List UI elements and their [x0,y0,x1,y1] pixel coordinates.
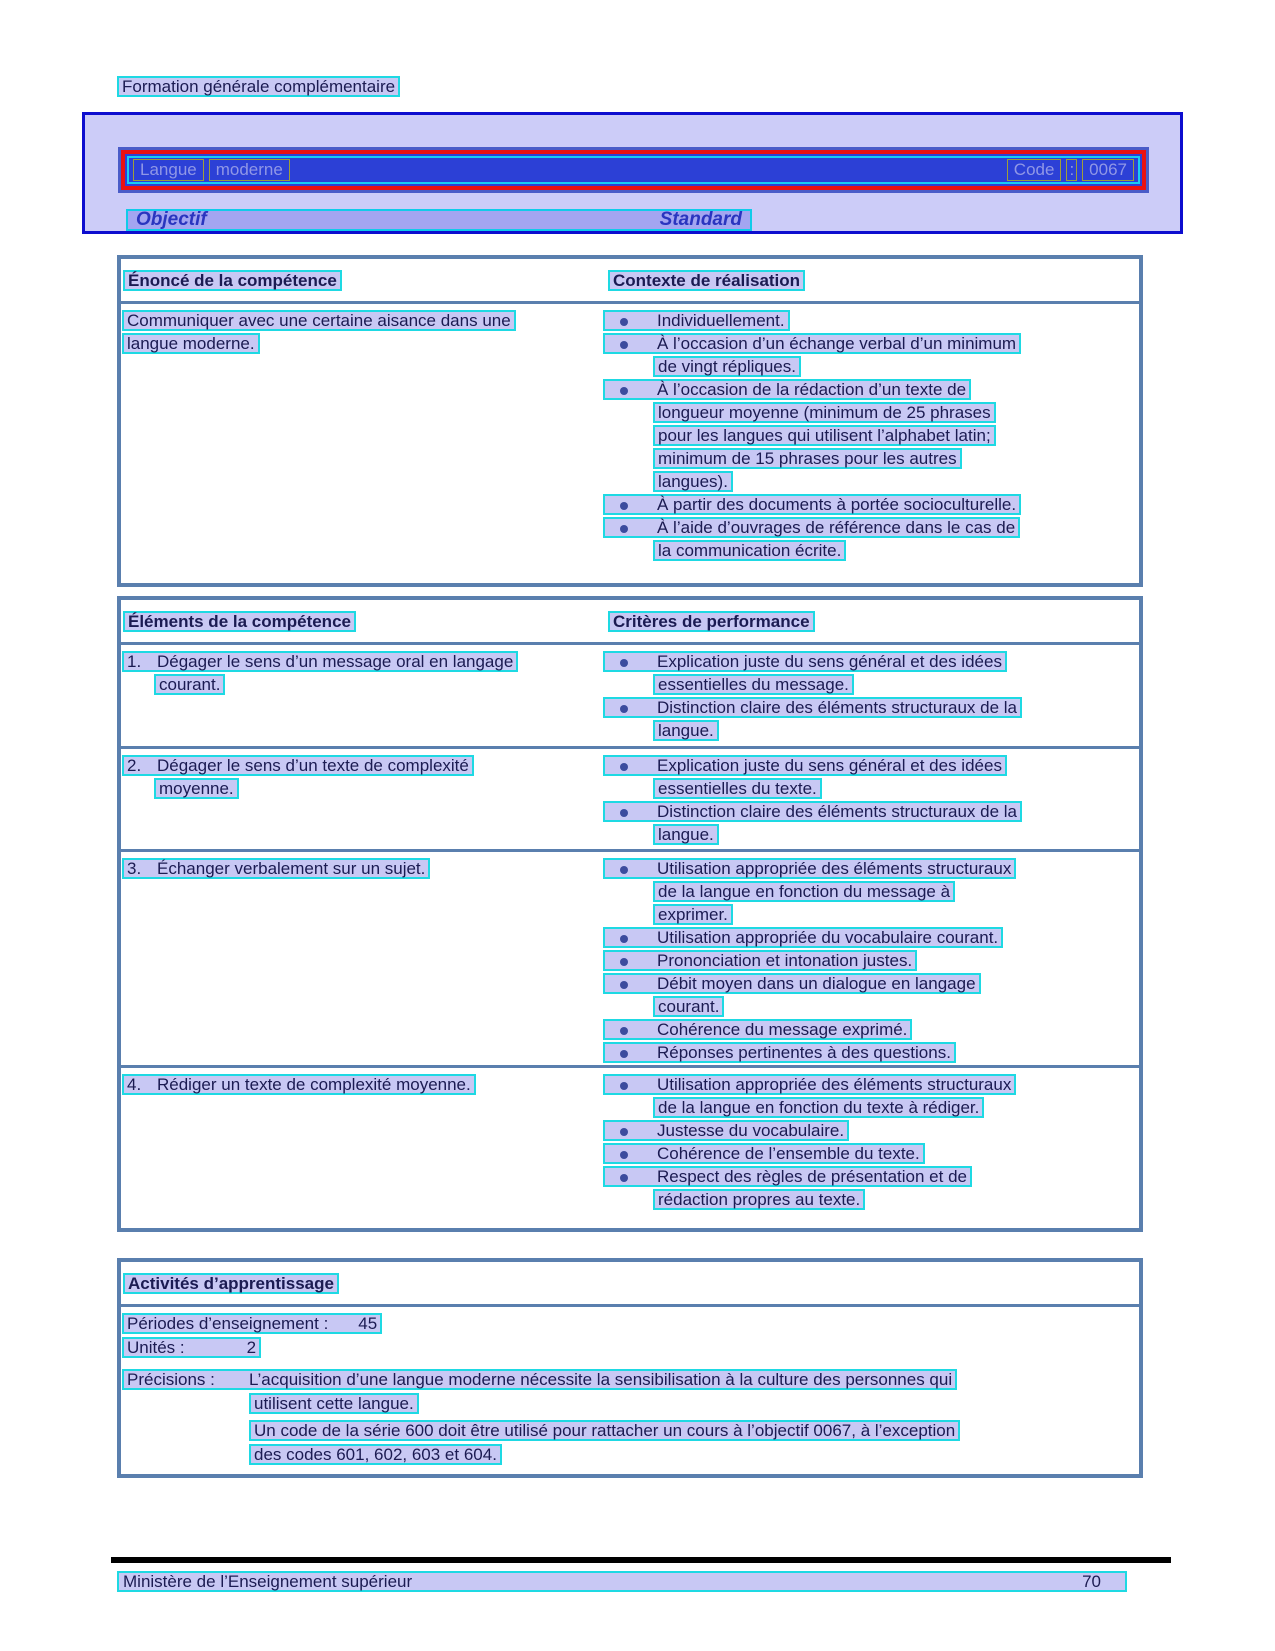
activities-header-row [121,1262,1139,1307]
activities-header-cell [121,1273,339,1294]
criteria-cell [603,755,1139,849]
footer-rule [111,1557,1171,1563]
precisions-continuation: des codes 601, 602, 603 et 604. [249,1444,502,1465]
bullet-line [603,801,1022,822]
bullet-continuation: la communication écrite. [653,540,846,561]
bullet-icon [620,866,628,874]
criteria-cell [603,1074,1139,1228]
numbered-line [122,858,430,879]
table1-header-right-cell [603,270,1139,291]
bullet-text: À l’occasion d’un échange verbal d’un minimum [657,334,1017,353]
element-cell [121,1074,603,1228]
bullet-line [603,973,981,994]
text-line [603,1143,1139,1166]
bullet-line [603,1019,912,1040]
bullet-icon [620,1027,628,1035]
element-cell [121,858,603,1065]
bullet-icon [620,1128,628,1136]
bullet-icon [620,809,628,817]
text-line [603,310,1139,333]
footer-ministry: Ministère de l’Enseignement supérieur [123,1572,413,1591]
text-line [603,471,1139,494]
table-row [121,645,1139,749]
text-line [603,1019,1139,1042]
text-line [122,1369,1139,1393]
text-line [603,448,1139,471]
bullet-text: Réponses pertinentes à des questions. [657,1043,951,1062]
bullet-icon [620,1151,628,1159]
precisions-continuation: utilisent cette langue. [249,1393,419,1414]
element-cell [121,755,603,849]
bullet-continuation: langue. [653,824,719,845]
text-line [122,1337,1139,1361]
units-value: 2 [246,1338,257,1357]
text-line [603,973,1139,996]
text-line [603,494,1139,517]
competence-statement-cell [121,310,603,583]
text-line [603,425,1139,448]
standard-heading: Standard [659,209,742,230]
text-line [122,858,603,881]
text-line [603,1074,1139,1097]
bullet-line [603,333,1021,354]
banner-line-box [127,156,1140,184]
activities-body [121,1307,1139,1474]
bullet-continuation: de vingt répliques. [653,356,801,377]
bullet-icon [620,935,628,943]
running-header-text: Formation générale complémentaire [117,76,400,97]
item-text: Dégager le sens d’un texte de complexité [157,756,469,775]
bullet-icon [620,705,628,713]
numbered-line [122,651,518,672]
text-line [122,1313,1139,1337]
bullet-icon [620,958,628,966]
text-line [603,356,1139,379]
course-code-value: 0067 [1082,159,1134,181]
column-header: Contexte de réalisation [608,270,805,291]
bullet-continuation: langue. [653,720,719,741]
footer-line-box [117,1571,1127,1592]
text-line [603,927,1139,950]
text-line [603,950,1139,973]
text-line [603,1166,1139,1189]
text-line [603,402,1139,425]
bullet-continuation: longueur moyenne (minimum de 25 phrases [653,402,996,423]
text-line [603,1097,1139,1120]
page-number: 70 [1082,1572,1101,1591]
item-continuation: courant. [154,674,225,695]
text-line [122,310,603,333]
bullet-continuation: minimum de 15 phrases pour les autres [653,448,962,469]
bullet-icon [620,1082,628,1090]
bullet-text: Distinction claire des éléments structuraux de la [657,802,1017,821]
bullet-icon [620,318,628,326]
text-line [603,1042,1139,1065]
bullet-continuation: essentielles du texte. [653,778,822,799]
precisions-line [122,1369,957,1390]
item-number: 4. [127,1075,142,1094]
bullet-icon [620,1174,628,1182]
bullet-text: Explication juste du sens général et des idées [657,652,1002,671]
element-cell [121,651,603,746]
bullet-text: À l’aide d’ouvrages de référence dans le cas de [657,518,1016,537]
bullet-text: Utilisation appropriée des éléments structuraux [657,859,1012,878]
title-panel [82,112,1183,234]
bullet-continuation: de la langue en fonction du texte à rédiger. [653,1097,984,1118]
table1-header-left-cell [121,270,603,291]
bullet-icon [620,341,628,349]
precisions-continuation: Un code de la série 600 doit être utilisé pour rattacher un cours à l’objectif 0067, à l’exception [249,1420,960,1441]
bullet-continuation: de la langue en fonction du message à [653,881,955,902]
course-title-word: moderne [209,159,290,181]
table2-header-row [121,600,1139,645]
text-line [603,379,1139,402]
bullet-icon [620,1050,628,1058]
bullet-line [603,950,917,971]
context-cell [603,310,1139,583]
item-continuation: moyenne. [154,778,239,799]
bullet-icon [620,763,628,771]
bullet-text: Cohérence de l’ensemble du texte. [657,1144,920,1163]
periods-line [122,1313,382,1334]
bullet-text: Justesse du vocabulaire. [657,1121,845,1140]
text-line [603,904,1139,927]
section-title: Activités d’apprentissage [123,1273,339,1294]
numbered-line [122,1074,476,1095]
banner-region-box [121,150,1146,190]
criteria-cell [603,651,1139,746]
bullet-continuation: exprimer. [653,904,733,925]
running-header [117,76,400,97]
table-row [121,749,1139,852]
bullet-text: Utilisation appropriée des éléments structuraux [657,1075,1012,1094]
bullet-line [603,1166,972,1187]
text-line [603,858,1139,881]
bullet-icon [620,502,628,510]
bullet-continuation: essentielles du message. [653,674,854,695]
bullet-icon [620,387,628,395]
units-line [122,1337,261,1358]
text-line [122,778,603,801]
text-line [122,755,603,778]
bullet-line [603,697,1022,718]
bullet-text: Individuellement. [657,311,785,330]
text-line [603,755,1139,778]
table-row [121,1068,1139,1228]
table2-header-right-cell [603,611,1139,632]
bullet-icon [620,659,628,667]
course-code [1007,159,1134,181]
bullet-text: Débit moyen dans un dialogue en langage [657,974,976,993]
page-footer [117,1571,1127,1592]
item-number: 1. [127,652,142,671]
bullet-icon [620,525,628,533]
column-header: Critères de performance [608,611,815,632]
text-line [122,333,603,356]
bullet-continuation: rédaction propres au texte. [653,1189,865,1210]
competence-context-table [117,255,1143,587]
table-row [121,852,1139,1068]
text-line [603,996,1139,1019]
units-label: Unités : [127,1338,185,1357]
course-title [133,159,290,181]
bullet-continuation: pour les langues qui utilisent l’alphabet latin; [653,425,996,446]
bullet-text: Respect des règles de présentation et de [657,1167,967,1186]
text-line [603,517,1139,540]
text-line [603,778,1139,801]
text-line [122,674,603,697]
text-line [603,720,1139,743]
column-header: Énoncé de la compétence [123,270,342,291]
bullet-text: À l’occasion de la rédaction d’un texte de [657,380,967,399]
bullet-line [603,1120,849,1141]
statement-line: Communiquer avec une certaine aisance dans une [122,310,516,331]
course-banner [118,147,1149,193]
bullet-icon [620,981,628,989]
item-text: Rédiger un texte de complexité moyenne. [157,1075,471,1094]
bullet-continuation: courant. [653,996,724,1017]
bullet-text: Cohérence du message exprimé. [657,1020,908,1039]
text-line [603,651,1139,674]
item-text: Dégager le sens d’un message oral en langage [157,652,514,671]
bullet-text: Utilisation appropriée du vocabulaire courant. [657,928,999,947]
bullet-line [603,1143,925,1164]
text-line [603,674,1139,697]
table2-header-left-cell [121,611,603,632]
column-header: Éléments de la compétence [123,611,356,632]
text-line [122,1074,603,1097]
bullet-text: Explication juste du sens général et des idées [657,756,1002,775]
text-line [603,824,1139,847]
bullet-line [603,517,1020,538]
text-line [603,881,1139,904]
bullet-line [603,858,1016,879]
periods-label: Périodes d’enseignement : [127,1314,329,1333]
text-line [122,1420,1139,1444]
bullet-line [603,927,1003,948]
text-line [603,1120,1139,1143]
bullet-line [603,1074,1016,1095]
bullet-line [603,494,1021,515]
numbered-line [122,755,474,776]
item-number: 3. [127,859,142,878]
text-line [122,1393,1139,1417]
text-line [122,1444,1139,1468]
bullet-line [603,1042,956,1063]
bullet-line [603,310,790,331]
text-line [603,1189,1139,1212]
statement-line: langue moderne. [122,333,260,354]
text-line [603,540,1139,563]
precisions-text: L’acquisition d’une langue moderne nécessite la sensibilisation à la culture des personnes qui [249,1370,953,1389]
objectif-heading: Objectif [136,209,207,230]
learning-activities-panel [117,1258,1143,1478]
text-line [603,801,1139,824]
bullet-text: À partir des documents à portée socioculturelle. [657,495,1017,514]
precisions-label: Précisions : [127,1370,215,1389]
bullet-text: Distinction claire des éléments structuraux de la [657,698,1017,717]
bullet-line [603,755,1007,776]
table1-header-row [121,259,1139,304]
text-line [603,333,1139,356]
criteria-cell [603,858,1139,1065]
bullet-line [603,651,1007,672]
periods-value: 45 [358,1314,378,1333]
course-code-separator: : [1066,159,1077,181]
course-code-label: Code [1007,159,1062,181]
item-text: Échanger verbalement sur un sujet. [157,859,426,878]
text-line [603,697,1139,720]
text-line [122,651,603,674]
bullet-continuation: langues). [653,471,733,492]
bullet-text: Prononciation et intonation justes. [657,951,913,970]
objectif-standard-row [126,209,752,231]
item-number: 2. [127,756,142,775]
bullet-line [603,379,971,400]
elements-criteria-table [117,596,1143,1232]
course-title-word: Langue [133,159,204,181]
table1-body-row [121,304,1139,583]
